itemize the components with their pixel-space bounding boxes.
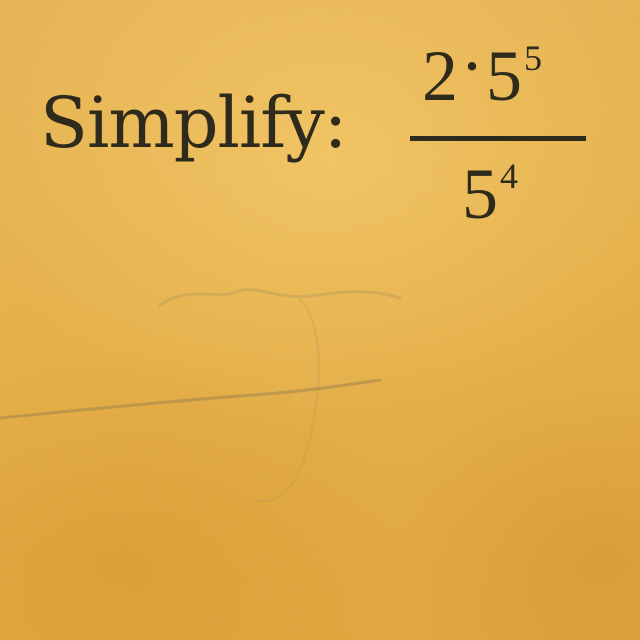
pencil-curve bbox=[255, 300, 319, 501]
multiplication-dot: · bbox=[460, 26, 484, 106]
fraction-expression bbox=[410, 26, 586, 240]
numerator-base: 5 bbox=[485, 36, 522, 116]
denominator-base: 5 bbox=[462, 154, 498, 234]
simplify-label: Simplify: bbox=[40, 82, 347, 164]
pencil-underline bbox=[0, 380, 380, 418]
fraction-numerator bbox=[422, 26, 542, 116]
fraction-bar bbox=[410, 136, 586, 141]
fraction-denominator bbox=[462, 154, 518, 234]
pencil-scribble bbox=[160, 290, 400, 305]
numerator-exponent: 5 bbox=[523, 38, 542, 78]
denominator-exponent: 4 bbox=[500, 156, 518, 196]
numerator-coefficient: 2 bbox=[422, 36, 458, 116]
